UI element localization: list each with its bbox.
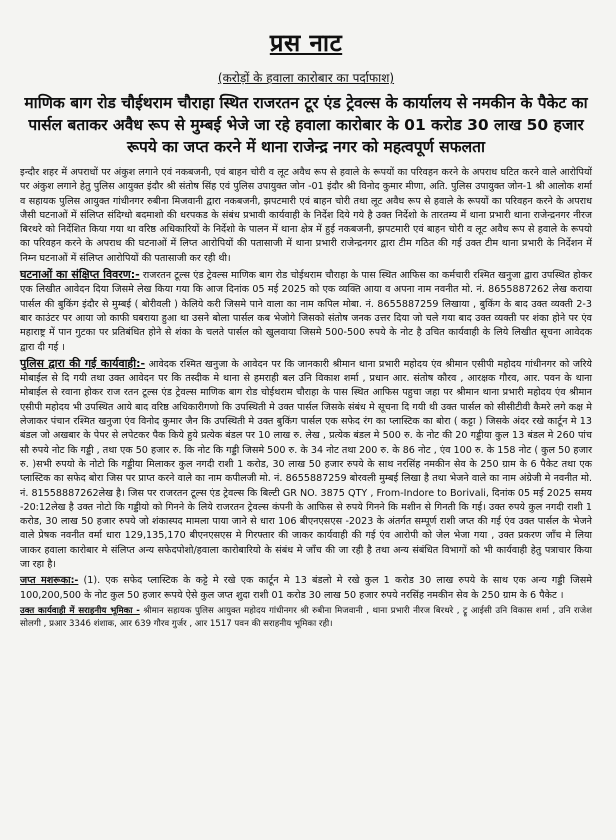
police-action-heading: पुलिस द्वारा की गई कार्यवाही:- xyxy=(20,356,146,370)
incident-summary-text: राजरतन टूल्स एंड ट्रेवल्स माणिक बाग रोड चोईथराम चौराहा के पास स्थित आफिस का कर्मचारी रश्मित खनुजा द्वारा उपस्थित होकर एक लिखीत आवेदन दिया जिसमे लेख किया गया कि आज दिनांक 05 मई 2025 को एक व्यक्ति आया व अपना नाम नवनीत मो. नं. 8655887262 लेख कराया पार्सल की बुकिंग इंदौर से मुम्बई ( बोरीवली ) केलिये करी जिसमे पाने वाला का नाम कपिल मोबा. नं. 8655887259 लिखाया , बुकिंग के बाद उक्त व्यक्ती 2-3 बार काउंटर पर आया जो काफी घबराया हुआ था उसने बोला पार्सल कब भेजोगे जिसको संतोष जनक उत्तर दिया जो चले गया बाद उक्त व्यक्ती पर शंका होने पर एंव महाराष्ट्र में पान गुटका पर प्रतिबंधित होने से शंका के चलते पार्सल को खुलवाया जिसमे 500-500 रुपये के नोट है उचित कार्यवाही के लिये लिखीत सूचना आवेदक द्वारा दी गई । xyxy=(20,270,592,353)
document-subtitle xyxy=(20,69,592,86)
incident-summary-heading: घटनाओं का संक्षिप्त विवरण:- xyxy=(20,268,140,282)
incident-summary-paragraph xyxy=(20,268,592,355)
document-title: प्रस नाट xyxy=(269,29,343,57)
seizure-text: (1). एक सफेद प्लास्टिक के कट्टे मे रखे एक कार्टून मे 13 बंडलो मे रखे कुल 1 करोड 30 लाख रुपये के साथ एक अन्य गड्डी जिसमे 100,200,500 के नोट कुल 50 हजार रूपये ऐसे कुल जप्त शुदा राशी 01 करोड 30 लाख 50 हजार रुपये नरसिंह नमकीन सेव के 250 ग्राम के 6 पैकेट । xyxy=(20,575,592,601)
subtitle-text: (करोड़ों के हवाला कारोबार का पर्दाफाश) xyxy=(217,71,395,85)
commendation-heading: उक्त कार्यवाही में सराहनीय भूमिका - xyxy=(20,605,140,616)
seizure-paragraph xyxy=(20,574,592,603)
seizure-heading: जप्त मशरूका:- xyxy=(20,575,79,587)
police-action-paragraph xyxy=(20,357,592,572)
commendation-text: श्रीमान सहायक पुलिस आयुक्त महोदय गांधीनगर श्री रुबीना मिजवानी , थाना प्रभारी नीरज बिरथरे , ट्रू आईसी उनि विकास शर्मा , उनि राजेश सोलगी , प्रआर 3346 शंशाक, आर 639 गौरव गुर्जर , आर 1517 पवन की सराहनीय भूमिका रही। xyxy=(20,605,592,629)
intro-paragraph: इन्दौर शहर में अपराधों पर अंकुश लगाने एवं नकबजनी, एवं बाहन चोरी व लूट अवैध रूप से हवाले के रूपयों का परिवहन करने के अपराध घटित करने वाले आरोपियों पर अंकुश लगाने हेतु पुलिस आयुक्त इंदौर श्री संतोष सिंह एवं पुलिस उपायुक्त जोन -01 इंदौर श्री विनोद कुमार मीणा, अति. पुलिस उपायुक्त जोन-1 श्री आलोक शर्मा व सहायक पुलिस आयुक्त गांधीनगर रुबीना मिजवानी द्वारा नकबजनी, झपटमारी एवं बाहन चोरी तथा लूट अवैध रूप से हवाले के रूपयों का परिवहन करने के अपराध जैसी घटनाओं में संलिप्त संदिग्धो बदमाशो की धरपकड के संबंध प्रभावी कार्यवाही के निर्देश दिये गये है उक्त निर्देशो के तारतम्य में थाना प्रभारी थाना राजेन्द्रनगर नीरज बिरथरे को निर्देशित किया गया था वरिष्ठ अधिकारियों के निर्देशो के पालन में थाना क्षेत्र में हुई नकबजनी, झपटमारी एवं बाहन चोरी व लूट अवैध रूप से हवाले के रूपयो का परिवहन करने के अपराध की घटनाओं में लिप्त आरोपियों की पतासाजी में थाना प्रभारी राजेन्द्रनगर द्वारा टीम गठित की गई उक्त टीम थाना प्रभारी के निर्देशन में निम्न घटनाओं में संलिप्त आरोपियों की पतासाजी कर रही थी। xyxy=(20,167,592,264)
commendation-paragraph xyxy=(20,605,592,631)
document-headline: माणिक बाग रोड चौईथराम चौराहा स्थित राजरतन टूर एंड ट्रेवल्स के कार्यालय से नमकीन के पैकेट का पार्सल बताकर अवैध रूप से मुम्बई भेजे जा रहे हवाला कारोबार के 01 करोड 30 लाख 50 हजार रूपये का जप्त करने में थाना राजेन्द्र नगर को महत्वपूर्ण सफलता xyxy=(24,94,588,156)
police-action-text: आवेदक रश्मित खनुजा के आवेदन पर कि जानकारी श्रीमान थाना प्रभारी महोदय एंव श्रीमान एसीपी महोदय गांधीनगर को जरिये मोबाईल से दि गयी तथा उक्त आवेदन पर कि तस्दीक मे थाना से हमराही बल उनि विकाश शर्मा , प्रधान आर. संतोष कौरव , आरक्षक गौरव, आर. पवन के थाना मोबाईल से रवाना होकर राज रतन टूल्स एंड ट्रेवल्स माणिक बाग रोड चोईथराम चौराहा के पास स्थित आफिस पहुचा जहा पर श्रीमान थाना प्रभारी महोदय एंव श्रीमान एसीपी महोदय भी उपस्थित आये बाद वरिष्ठ अधिकारीगणो कि उपस्थिती मे उक्त पार्सल जिसके संबंध मे सूचना दि गयी थी उक्त पार्सल को सीसीटीवी कैमरे लगे कक्ष मे लेजाकर पंचान रश्मित खनुजा एंव विनोद कुमार जैन कि उपस्थिती मे उक्त बुकिंग पार्सल एक सफेद रंग का प्लास्टिक का बोरा ( कट्टा ) जिसके अंदर रखे कार्टून मे 13 बंडल जो अखबार के पेपर से लपेटकर पैक किये हुये प्रत्येक बंडल पर 10 लाख रु. लेख , प्रत्येक बंडल मे 500 रु. के नोट की 20 गड्डीया कुल 13 बंडल मे 260 पांच सौ रुपये नोट कि गड्डी , तथा एक 50 हजार रु. कि नोट कि गड्डी जिसमे 500 रु. के 34 नोट तथा 200 रु. के 86 नोट , एंव 100 रु. के 158 नोट ( कुल 50 हजार रु. )सभी रुपयो के नोटो कि गड्डीया मिलाकर कुल नगदी राशी 1 करोड, 30 लाख 50 हजार रुपये के साथ नरसिंह नमकीन सेव के 250 ग्राम के 6 पैकेट तथा एक प्लास्टिक का सफेद बोरा जिस पर प्राप्त करने वाले का नाम कपीलजी मो. नं. 8655887259 बोरवली मुम्बई लिखा है तथा भेजने वाले का नाम अंग्रेजी मे नवनीत मो. नं. 81558887262लेख है। जिस पर राजरतन टूल्स एंड ट्रेवल्स कि बिल्टी GR NO. 3875 QTY , From-Indore to Borivali, दिनांक 05 मई 2025 समय -20:12लेख है उक्त नोटो कि गड्डीयो को गिनने के लिये राजरतन ट्रेवल्स कंपनी के आफिस से रुपये गिनने कि मशीन से गिनती कि गई। उक्त रुपये कुल नगदी राशी 1 करोड, 30 लाख 50 हजार रुपये जो शंकास्पद मामला पाया जाने से धारा 106 बीएनएसएस -2023 के अंतर्गत सम्पूर्ण राशी जप्त की गई एंव उक्त पार्सल के भेजने वाले प्रेषक नवनीत वर्मा धारा 129,135,170 बीएनएसएस मे गिरफ्तार की जाकर कार्यवाही की गई एंव आरोपी को जेल भेजा गया , उक्त प्रकरण जाँच मे लिया जाकर हवाला कारोबार मे संलिप्त अन्य सफेदपोशो/हवाला कारोबारियो के संबंध मे जाँच की जा रही है तथा अन्य संबंधित विभागों को भी कार्यवाही हेतु पत्राचार किया जा रहा है। xyxy=(20,358,592,571)
